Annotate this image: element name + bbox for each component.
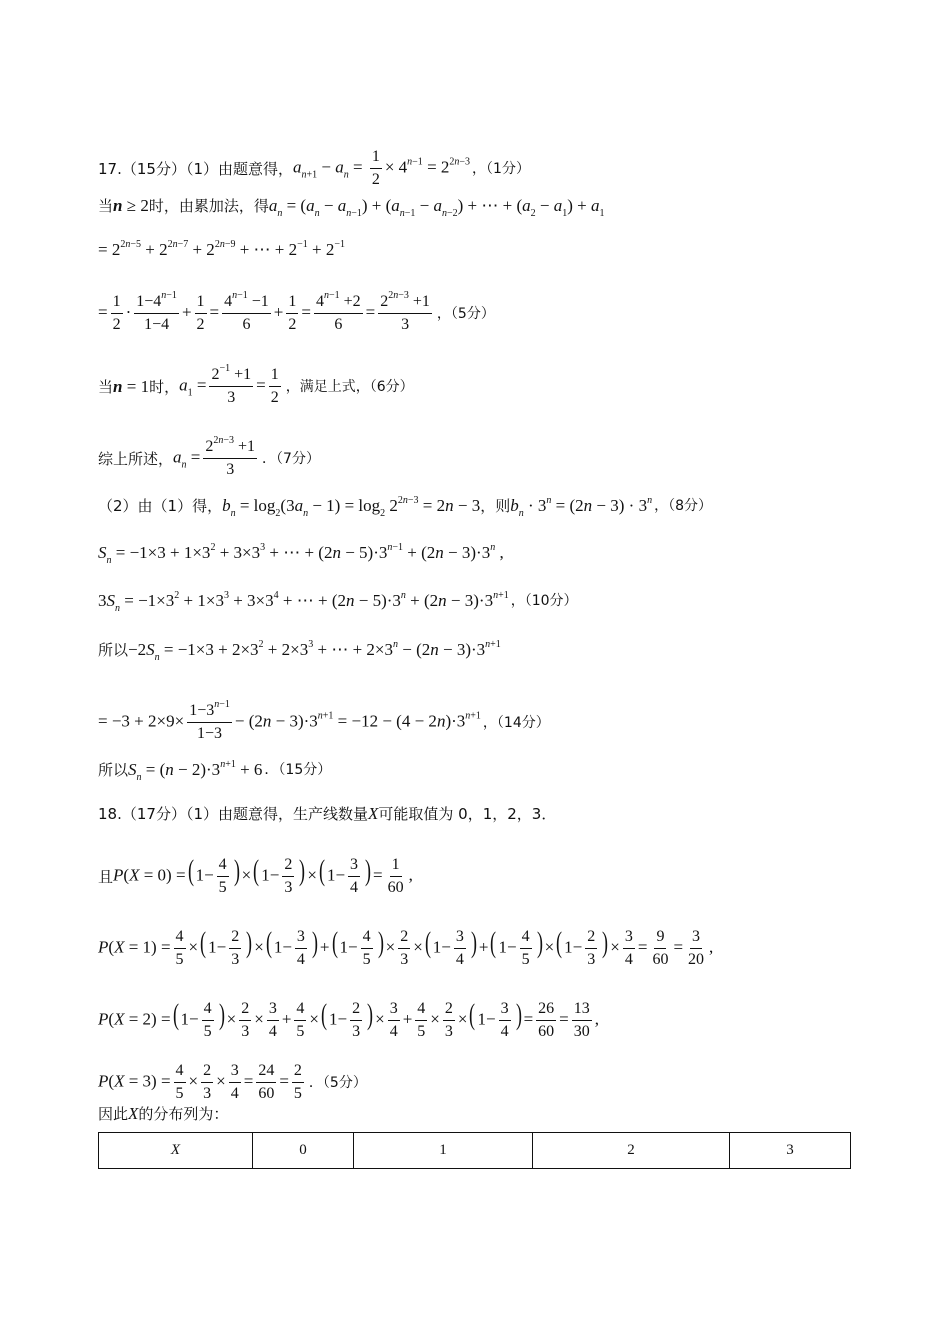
text: ，则 — [480, 497, 511, 515]
p18-line-6 — [98, 1104, 910, 1124]
formula: n ≥ 2 — [113, 196, 149, 215]
score-note: ，（10分） — [510, 593, 578, 609]
score-note: ．（5分） — [308, 1074, 367, 1091]
text: 所以 — [98, 761, 129, 779]
p17-line-2 — [98, 196, 910, 219]
table-cell: 0 — [253, 1133, 354, 1169]
p17-line-10 — [98, 639, 910, 663]
p17-line-11 — [98, 699, 910, 743]
table-cell: 3 — [730, 1133, 851, 1169]
p18-line-4 — [98, 1000, 910, 1041]
formula: $-2S_n = -1\times 3 + 2\times 3^2 + 2\times 3^3$ + ⋯ + $2\times 3^n - (2n - 3)\cdot 3^{n+1}$ — [128, 639, 501, 663]
text: （2）由（1）得， — [98, 497, 223, 515]
formula: $a_{n+1} - a_n$ = $\frac{1}{2}$ × $4^{n-1} = 2^{2n-3}$ — [293, 148, 471, 188]
formula: P(X = 1) = $\frac{4}{5}$ ×( 1− $\frac{2}{3}$ ) ×( 1− $\frac{3}{4}$ ) +( 1− $\frac{4}{5}$ ) × $\frac{2}{3}$ ×( 1− $\frac{3}{4}$ ) +( 1− $\frac{4}{5}$ ) ×( 1− $\frac{2}{3}$ ) × $\frac{3}{4}$ = $\frac{9}{60}$ = $\frac{3}{20}$ , — [98, 926, 714, 968]
score-note: ，（5分） — [436, 305, 495, 322]
p17-line-3 — [98, 240, 910, 260]
text: 时，由累加法，得 — [148, 197, 269, 215]
p18-line-1 — [98, 804, 910, 824]
formula: = $\frac{1}{2}$ · $\frac{1-4^{n-1}}{1-4}$ + $\frac{1}{2}$ = $\frac{4^{n-1} -1}{6}$ + $\frac{1}{2}$ = $\frac{4^{n-1} +2}{6}$ = $\frac{2^{2n-3} +1}{3}$ — [98, 290, 430, 333]
formula: $a_n$ = $\frac{2^{2n-3} +1}{3}$ — [173, 435, 256, 478]
formula: X — [368, 804, 379, 823]
distribution-table — [98, 1132, 851, 1169]
table-cell: 2 — [533, 1133, 730, 1169]
text: 因此 — [98, 1105, 129, 1123]
p18-line-3 — [98, 928, 910, 969]
p17-heading: 17.（15分）（1）由题意得， — [98, 159, 293, 178]
score-note: ．（15分） — [264, 762, 332, 778]
text: 且 — [98, 867, 114, 886]
formula: $a_1$ = $\frac{2^{-1} +1}{3}$ = $\frac{1}{2}$ — [179, 363, 279, 406]
text: 所以 — [98, 641, 129, 659]
score-note: ．（7分） — [262, 450, 320, 467]
p17-line-6 — [98, 435, 910, 479]
formula: X — [128, 1104, 139, 1123]
score-note: ，（14分） — [482, 714, 550, 731]
text: 当 — [98, 377, 114, 396]
formula: $b_n \cdot 3^n = (2n - 3) \cdot 3^n$ — [510, 495, 653, 519]
formula: = $2^{2n-5} + 2^{2n-7} + 2^{2n-9}$ + ⋯ + $2^{-1} + 2^{-1}$ — [98, 239, 346, 259]
table-cell: 1 — [354, 1133, 533, 1169]
score-note: ，（1分） — [472, 160, 530, 177]
formula: $S_n = (n - 2)\cdot 3^{n+1} + 6$ — [128, 759, 263, 783]
p17-line-9 — [98, 590, 910, 614]
p17-line-8 — [98, 542, 910, 566]
formula: = −3 + 2×9× $\frac{1-3^{n-1}}{1-3}$ − $(2n - 3)\cdot 3^{n+1} = -12 - (4 - 2n)\cdot 3^{n+1}$ — [98, 699, 481, 742]
formula: P(X = 0) =( 1− $\frac{4}{5}$ ) ×( 1− $\frac{2}{3}$ ) ×( 1− $\frac{3}{4}$ ) = $\frac{1}{60}$ , — [113, 854, 413, 896]
p17-line-4 — [98, 290, 910, 334]
p17-line-12 — [98, 759, 910, 783]
formula: n = 1 — [113, 376, 150, 396]
score-note: ，（8分） — [654, 498, 712, 514]
formula: P(X = 2) =( 1− $\frac{4}{5}$ ) × $\frac{2}{3}$ × $\frac{3}{4}$ + $\frac{4}{5}$ ×( 1− $\frac{2}{3}$ ) × $\frac{3}{4}$ + $\frac{4}{5}$ × $\frac{2}{3}$ ×( 1− $\frac{3}{4}$ ) = $\frac{26}{60}$ = $\frac{13}{30}$ , — [98, 998, 600, 1040]
score-note: ，满足上式，（6分） — [285, 378, 414, 395]
p18-line-2 — [98, 856, 910, 897]
formula: $3S_n = -1\times 3^2 + 1\times 3^3 + 3\times 3^4$ + ⋯ + $(2n - 5)\cdot 3^n + (2n - 3)\cdot 3^{n+1}$ — [98, 590, 509, 614]
formula: $a_n = (a_n - a_{n-1}) + (a_{n-1} - a_{n-2})$ + ⋯ + $(a_2 - a_1) + a_1$ — [268, 196, 605, 219]
formula: $b_n = \log_2(3a_n - 1) = \log_2 2^{2n-3} = 2n - 3$ — [222, 495, 481, 519]
table-row — [99, 1133, 851, 1169]
formula: P(X = 3) = $\frac{4}{5}$ × $\frac{2}{3}$ × $\frac{3}{4}$ = $\frac{24}{60}$ = $\frac{2}{5}$ — [98, 1062, 302, 1102]
formula: $S_n = -1\times 3 + 1\times 3^2 + 3\times 3^3$ + ⋯ + $(2n - 5)\cdot 3^{n-1} + (2n - 3)\cdot 3^n$ , — [98, 542, 504, 566]
table-header-cell: X — [99, 1133, 253, 1169]
p18-line-5 — [98, 1062, 910, 1103]
p17-line-1 — [98, 148, 910, 189]
text: 综上所述， — [98, 449, 174, 468]
text: 的分布列为： — [138, 1105, 229, 1123]
text: 时， — [149, 377, 180, 396]
text: 可能取值为 0，1，2，3． — [378, 805, 557, 823]
p17-line-7 — [98, 495, 910, 519]
text: 当 — [98, 197, 114, 215]
p18-heading: 18.（17分）（1）由题意得，生产线数量 — [98, 805, 368, 823]
p17-line-5 — [98, 363, 910, 407]
